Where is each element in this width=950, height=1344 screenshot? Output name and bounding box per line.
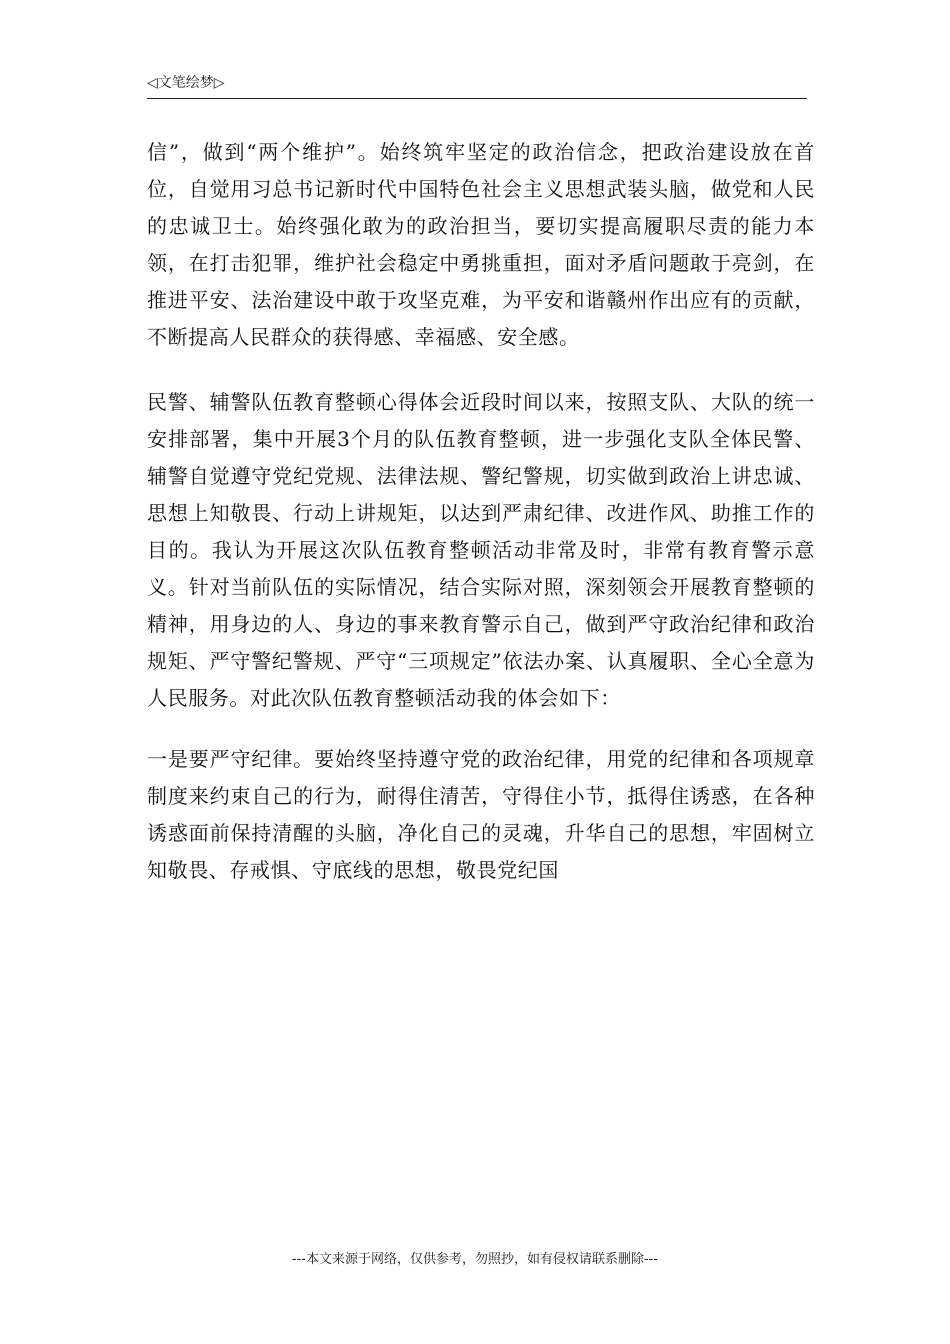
document-body [147,134,815,913]
paragraph: 一是要严守纪律。要始终坚持遵守党的政治纪律，用党的纪律和各项规章制度来约束自己的行为，耐得住清苦，守得住小节，抵得住诱惑，在各种诱惑面前保持清醒的头脑，净化自己的灵魂，升华自己的思想，牢固树立知敬畏、存戒惧、守底线的思想，敬畏党纪国 [147,747,815,882]
paragraph: 民警、辅警队伍教育整顿心得体会近段时间以来，按照支队、大队的统一安排部署，集中开展3个月的队伍教育整顿，进一步强化支队全体民警、辅警自觉遵守党纪党规、法律法规、警纪警规，切实做到政治上讲忠诚、思想上知敬畏、行动上讲规矩，以达到严肃纪律、改进作风、助推工作的目的。我认为开展这次队伍教育整顿活动非常及时，非常有教育警示意义。针对当前队伍的实际情况，结合实际对照，深刻领会开展教育整顿的精神，用身边的人、身边的事来教育警示自己，做到严守政治纪律和政治规矩、严守警纪警规、严守“三项规定”依法办案、认真履职、全心全意为人民服务。对此次队伍教育整顿活动我的体会如下： [147,390,815,710]
footer-disclaimer: ---本文来源于网络，仅供参考，勿照抄，如有侵权请联系删除--- [291,1252,659,1267]
paragraph: 信”，做到“两个维护”。始终筑牢坚定的政治信念，把政治建设放在首位，自觉用习总书记新时代中国特色社会主义思想武装头脑，做党和人民的忠诚卫士。始终强化敢为的政治担当，要切实提高履职尽责的能力本领，在打击犯罪，维护社会稳定中勇挑重担，面对矛盾问题敢于亮剑，在推进平安、法治建设中敢于攻坚克难，为平安和谐赣州作出应有的贡献，不断提高人民群众的获得感、幸福感、安全感。 [147,140,815,349]
header-title: ◁文笔绘梦▷ [147,75,225,91]
page-header [147,74,807,99]
